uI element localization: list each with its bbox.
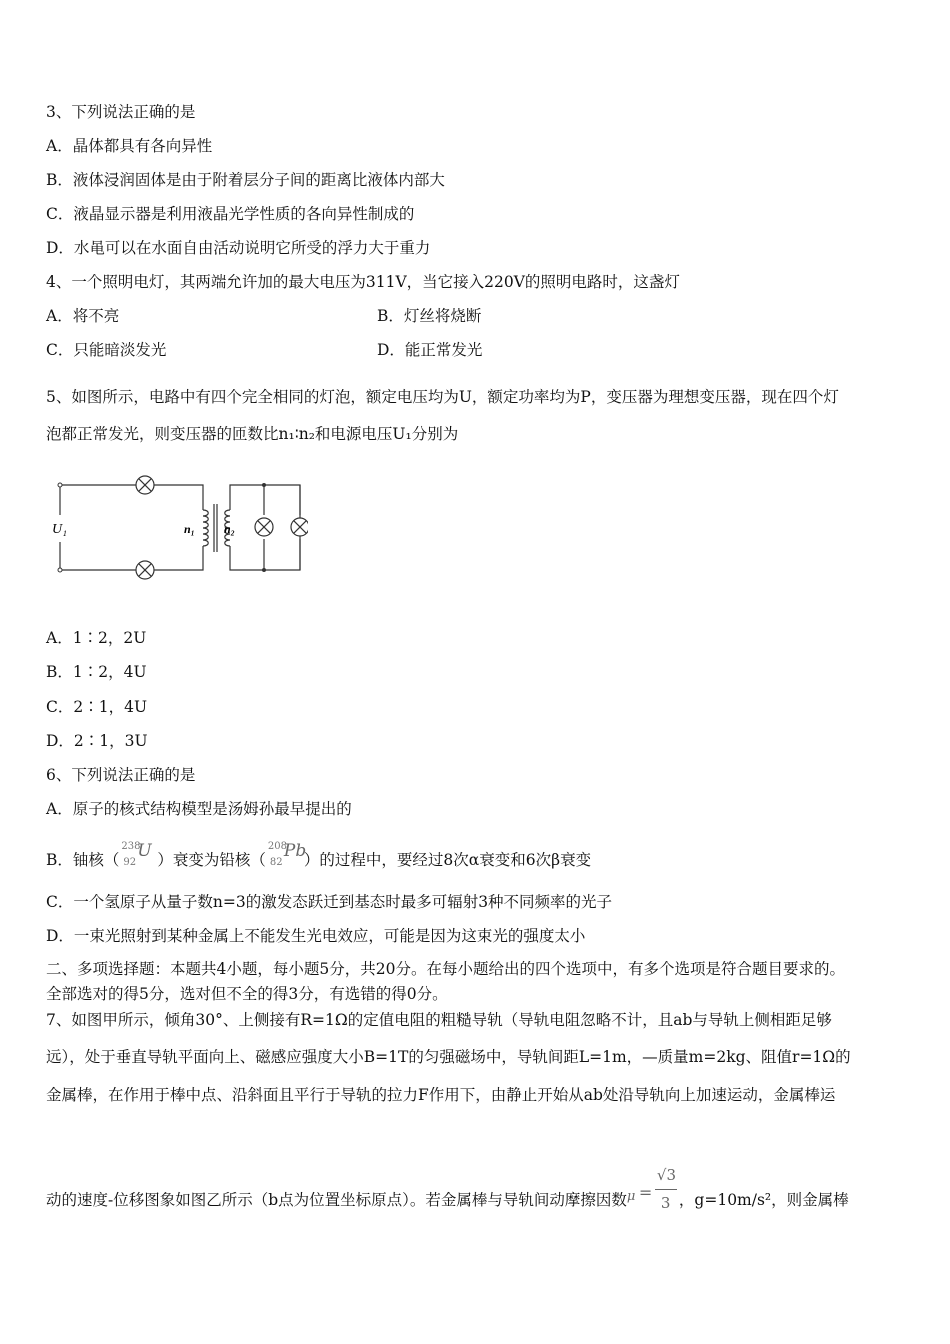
q6-option-b: B．铀核（ 238 92 U ）衰变为铅核（ 208 82 Pb ）的过程中，要经过8次α衰变和6次β衰变: [46, 841, 592, 869]
q4-option-d: D．能正常发光: [377, 341, 483, 359]
q5-stem-line2: 泡都正常发光，则变压器的匝数比n₁∶n₂和电源电压U₁分别为: [46, 425, 459, 443]
q5-stem-line1: 5、如图所示，电路中有四个完全相同的灯泡，额定电压均为U，额定功率均为P，变压器为理想变压器，现在四个灯: [46, 388, 839, 406]
uranium-nuclide: 238 92 U: [121, 841, 152, 868]
lamp-icon: [291, 518, 308, 536]
secondary-turns-label: n₂: [224, 522, 235, 536]
lead-nuclide: 208 82 Pb: [267, 841, 307, 868]
primary-turns-label: n₁: [184, 522, 195, 536]
q4-option-c: C．只能暗淡发光: [46, 341, 167, 359]
q6-option-d: D．一束光照射到某种金属上不能发生光电效应，可能是因为这束光的强度太小: [46, 927, 586, 945]
section-2-line2: 全部选对的得5分，选对但不全的得3分，有选错的得0分。: [46, 985, 448, 1003]
q4-option-a: A．将不亮: [46, 307, 120, 325]
q3-option-d: D．水黾可以在水面自由活动说明它所受的浮力大于重力: [46, 239, 431, 257]
lamp-icon: [255, 518, 273, 536]
q3-option-b: B．液体浸润固体是由于附着层分子间的距离比液体内部大: [46, 171, 445, 189]
circuit-diagram: [48, 470, 308, 582]
q6-option-c: C．一个氢原子从量子数n=3的激发态跃迁到基态时最多可辐射3种不同频率的光子: [46, 893, 613, 911]
q5-option-a: A．1∶2，2U: [46, 629, 147, 647]
q7-line4: 动的速度-位移图象如图乙所示（b点为位置坐标原点）。若金属棒与导轨间动摩擦因数 μ = √3 3 ，g=10m/s²，则金属棒: [46, 1173, 849, 1221]
q5-option-c: C．2∶1，4U: [46, 698, 148, 716]
friction-coefficient: μ = √3 3: [626, 1166, 677, 1212]
q7-line2: 远），处于垂直导轨平面向上、磁感应强度大小B=1T的匀强磁场中，导轨间距L=1m，—质量m=2kg、阻值r=1Ω的: [46, 1048, 851, 1066]
q3-option-c: C．液晶显示器是利用液晶光学性质的各向异性制成的: [46, 205, 415, 223]
section-2-line1: 二、多项选择题：本题共4小题，每小题5分，共20分。在每小题给出的四个选项中，有多个选项是符合题目要求的。: [46, 960, 845, 978]
lamp-icon: [136, 476, 154, 494]
q3-stem: 3、下列说法正确的是: [46, 103, 196, 121]
q5-option-b: B．1∶2，4U: [46, 663, 147, 681]
q6-stem: 6、下列说法正确的是: [46, 766, 196, 784]
q4-option-b: B．灯丝将烧断: [377, 307, 482, 325]
lamp-icon: [136, 561, 154, 579]
q7-line1: 7、如图甲所示，倾角30°、上侧接有R=1Ω的定值电阻的粗糙导轨（导轨电阻忽略不计，且ab与导轨上侧相距足够: [46, 1011, 832, 1029]
q6-option-a: A．原子的核式结构模型是汤姆孙最早提出的: [46, 800, 352, 818]
q3-option-a: A．晶体都具有各向异性: [46, 137, 213, 155]
q7-line3: 金属棒，在作用于棒中点、沿斜面且平行于导轨的拉力F作用下，由静止开始从ab处沿导轨向上加速运动，金属棒运: [46, 1086, 836, 1104]
q4-stem: 4、一个照明电灯，其两端允许加的最大电压为311V，当它接入220V的照明电路时，这盏灯: [46, 273, 680, 291]
source-voltage-label: U₁: [52, 522, 67, 537]
q5-option-d: D．2∶1，3U: [46, 732, 148, 750]
